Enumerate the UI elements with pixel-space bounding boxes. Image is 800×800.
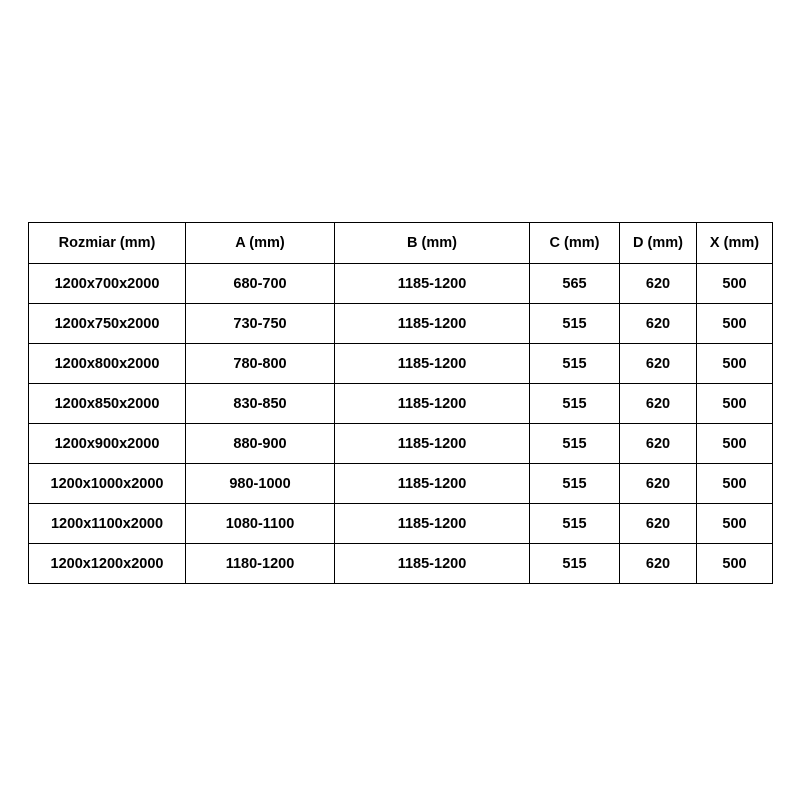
cell-d: 620	[620, 344, 697, 384]
cell-b: 1185-1200	[335, 384, 530, 424]
table-body	[29, 264, 773, 584]
cell-c: 515	[530, 504, 620, 544]
cell-x: 500	[697, 304, 773, 344]
cell-a: 880-900	[186, 424, 335, 464]
cell-d: 620	[620, 304, 697, 344]
cell-a: 1080-1100	[186, 504, 335, 544]
table-row	[29, 264, 773, 304]
table-row	[29, 304, 773, 344]
cell-d: 620	[620, 264, 697, 304]
cell-a: 730-750	[186, 304, 335, 344]
cell-d: 620	[620, 544, 697, 584]
column-header-rozmiar: Rozmiar (mm)	[29, 223, 186, 264]
cell-c: 515	[530, 304, 620, 344]
cell-rozmiar: 1200x700x2000	[29, 264, 186, 304]
table-header-row	[29, 223, 773, 264]
cell-b: 1185-1200	[335, 544, 530, 584]
size-table	[28, 222, 773, 584]
column-header-x: X (mm)	[697, 223, 773, 264]
table-row	[29, 424, 773, 464]
table-row	[29, 544, 773, 584]
cell-d: 620	[620, 384, 697, 424]
cell-b: 1185-1200	[335, 464, 530, 504]
cell-c: 515	[530, 544, 620, 584]
cell-rozmiar: 1200x850x2000	[29, 384, 186, 424]
cell-c: 565	[530, 264, 620, 304]
cell-b: 1185-1200	[335, 264, 530, 304]
cell-x: 500	[697, 384, 773, 424]
cell-c: 515	[530, 344, 620, 384]
cell-b: 1185-1200	[335, 304, 530, 344]
cell-c: 515	[530, 464, 620, 504]
cell-rozmiar: 1200x1000x2000	[29, 464, 186, 504]
cell-a: 1180-1200	[186, 544, 335, 584]
cell-a: 680-700	[186, 264, 335, 304]
size-table-container	[28, 222, 772, 584]
cell-a: 980-1000	[186, 464, 335, 504]
column-header-a: A (mm)	[186, 223, 335, 264]
cell-rozmiar: 1200x800x2000	[29, 344, 186, 384]
cell-d: 620	[620, 464, 697, 504]
cell-a: 780-800	[186, 344, 335, 384]
cell-x: 500	[697, 464, 773, 504]
cell-rozmiar: 1200x750x2000	[29, 304, 186, 344]
column-header-c: C (mm)	[530, 223, 620, 264]
table-header	[29, 223, 773, 264]
cell-a: 830-850	[186, 384, 335, 424]
table-row	[29, 504, 773, 544]
column-header-d: D (mm)	[620, 223, 697, 264]
cell-x: 500	[697, 344, 773, 384]
cell-b: 1185-1200	[335, 424, 530, 464]
cell-rozmiar: 1200x1100x2000	[29, 504, 186, 544]
cell-rozmiar: 1200x1200x2000	[29, 544, 186, 584]
cell-x: 500	[697, 544, 773, 584]
cell-rozmiar: 1200x900x2000	[29, 424, 186, 464]
cell-d: 620	[620, 424, 697, 464]
cell-c: 515	[530, 384, 620, 424]
cell-b: 1185-1200	[335, 504, 530, 544]
table-row	[29, 344, 773, 384]
table-row	[29, 464, 773, 504]
column-header-b: B (mm)	[335, 223, 530, 264]
cell-x: 500	[697, 264, 773, 304]
cell-x: 500	[697, 424, 773, 464]
cell-c: 515	[530, 424, 620, 464]
table-row	[29, 384, 773, 424]
cell-x: 500	[697, 504, 773, 544]
cell-b: 1185-1200	[335, 344, 530, 384]
cell-d: 620	[620, 504, 697, 544]
